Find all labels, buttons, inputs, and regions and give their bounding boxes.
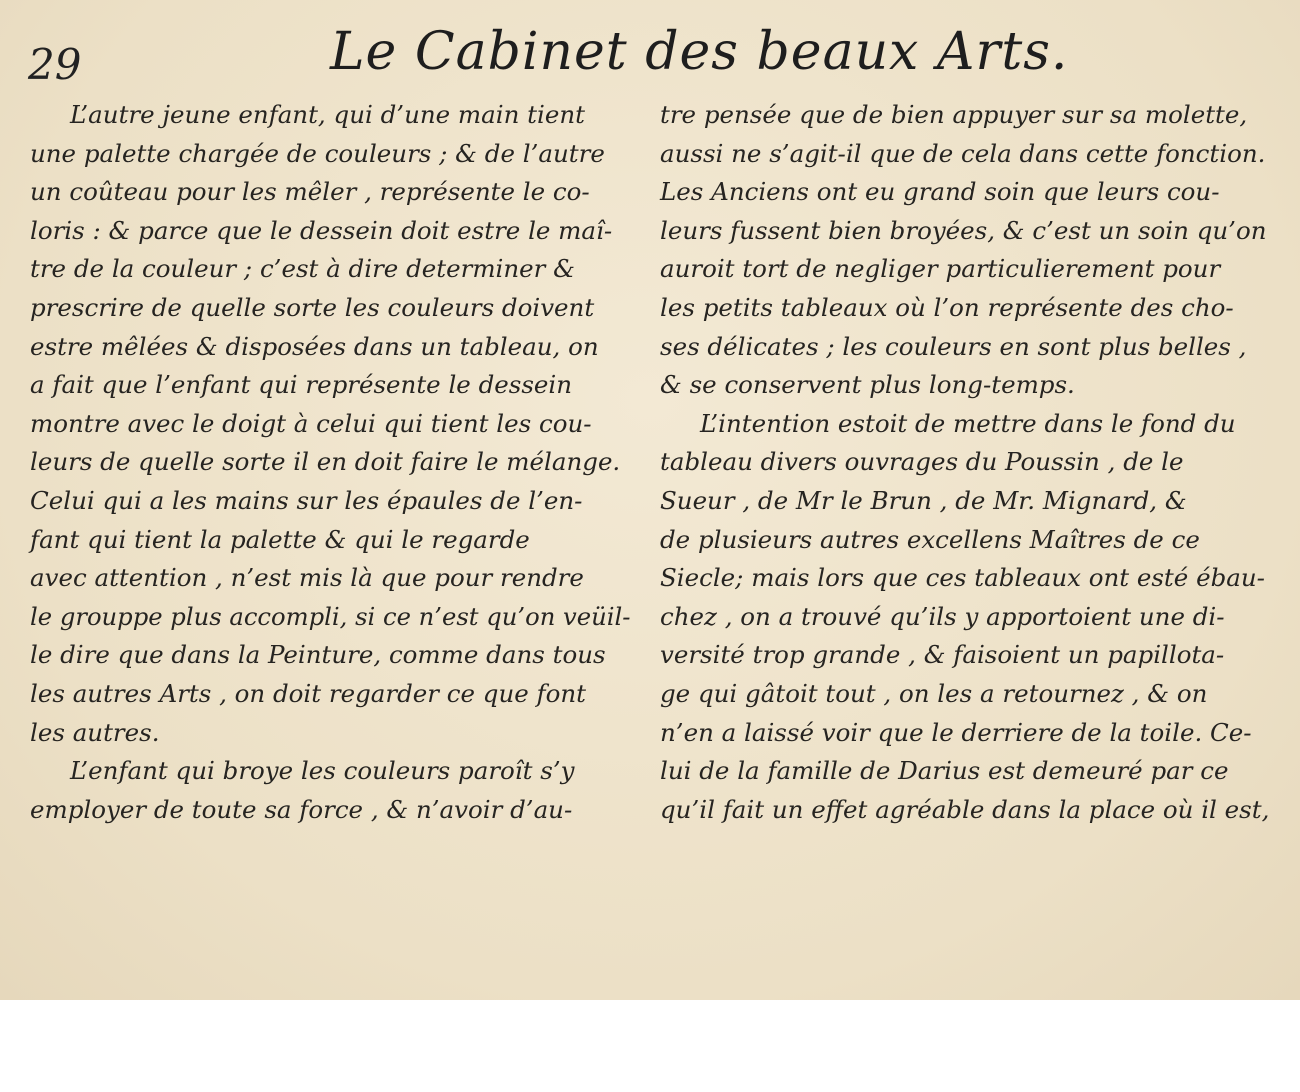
page-number: 29 <box>28 40 82 89</box>
text-line: L’intention estoit de mettre dans le fond du <box>700 408 1236 438</box>
text-line: estre mêlées & disposées dans un tableau, on <box>30 331 599 361</box>
text-line: ge qui gâtoit tout , on les a retournez , & on <box>660 678 1208 708</box>
running-title: Le Cabinet des beaux Arts. <box>330 22 1069 82</box>
text-line: leurs fussent bien broyées, & c’est un soin qu’on <box>660 215 1267 245</box>
text-line: fant qui tient la palette & qui le regarde <box>30 524 530 554</box>
text-line: les autres Arts , on doit regarder ce que font <box>30 678 586 708</box>
text-line: versité trop grande , & faisoient un papillota- <box>660 640 1225 670</box>
text-line: un coûteau pour les mêler , représente le co- <box>30 177 590 207</box>
text-line: les autres. <box>30 717 160 747</box>
text-line: Siecle; mais lors que ces tableaux ont esté ébau- <box>660 563 1265 593</box>
text-line: tre pensée que de bien appuyer sur sa molette, <box>660 100 1248 129</box>
text-line: L’enfant qui broye les couleurs paroît s’y <box>70 756 575 786</box>
text-line: tableau divers ouvrages du Poussin , de le <box>660 447 1184 477</box>
text-line: & se conservent plus long-temps. <box>660 370 1075 400</box>
right-text-column <box>660 96 1280 829</box>
text-line: leurs de quelle sorte il en doit faire le mélange. <box>30 447 621 477</box>
text-line: Celui qui a les mains sur les épaules de l’en- <box>30 485 583 515</box>
text-line: loris : & parce que le dessein doit estre le maî- <box>30 215 613 245</box>
text-line: le dire que dans la Peinture, comme dans tous <box>30 640 606 670</box>
text-line: aussi ne s’agit-il que de cela dans cette fonction. <box>660 138 1266 168</box>
text-line: L’autre jeune enfant, qui d’une main tient <box>70 100 585 129</box>
text-line: prescrire de quelle sorte les couleurs doivent <box>30 292 595 322</box>
text-line: de plusieurs autres excellens Maîtres de ce <box>660 524 1200 554</box>
text-line: a fait que l’enfant qui représente le dessein <box>30 370 573 400</box>
text-line: lui de la famille de Darius est demeuré par ce <box>660 756 1229 786</box>
text-line: n’en a laissé voir que le derriere de la toile. Ce- <box>660 717 1252 747</box>
text-line: tre de la couleur ; c’est à dire determiner & <box>30 254 575 284</box>
text-line: chez , on a trouvé qu’ils y apportoient une di- <box>660 601 1225 631</box>
text-line: auroit tort de negliger particulierement pour <box>660 254 1221 284</box>
text-line: le grouppe plus accompli, si ce n’est qu’on veüil- <box>30 601 631 631</box>
left-text-column <box>30 96 630 829</box>
text-line: ses délicates ; les couleurs en sont plus belles , <box>660 331 1247 361</box>
text-line: une palette chargée de couleurs ; & de l’autre <box>30 138 605 168</box>
bottom-margin <box>0 1000 1300 1092</box>
text-line: Les Anciens ont eu grand soin que leurs cou- <box>660 177 1220 207</box>
text-line: les petits tableaux où l’on représente des cho- <box>660 292 1234 322</box>
text-line: employer de toute sa force , & n’avoir d’au- <box>30 794 573 824</box>
text-line: Sueur , de Mr le Brun , de Mr. Mignard, & <box>660 485 1187 515</box>
text-line: qu’il fait un effet agréable dans la place où il est, <box>660 794 1270 824</box>
text-line: montre avec le doigt à celui qui tient les cou- <box>30 408 592 438</box>
text-line: avec attention , n’est mis là que pour rendre <box>30 563 584 593</box>
